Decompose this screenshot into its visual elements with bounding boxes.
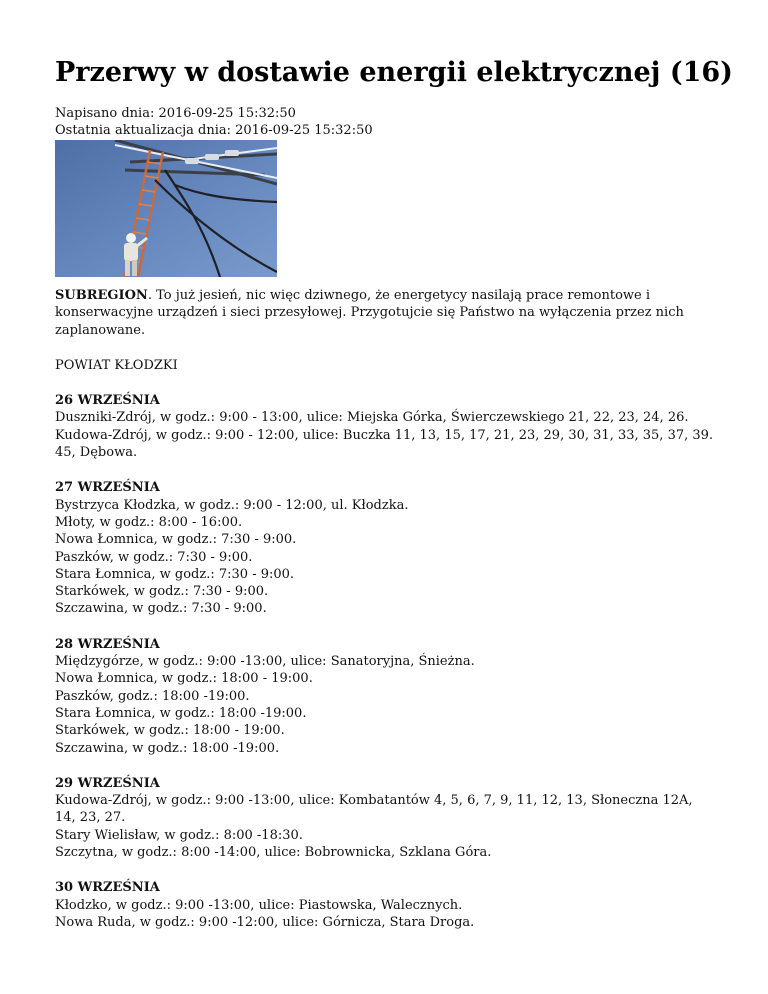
- outage-entry: Szczawina, w godz.: 18:00 -19:00.: [55, 740, 280, 756]
- outage-entry: Kudowa-Zdrój, w godz.: 9:00 - 12:00, ulice: Buczka 11, 13, 15, 17, 21, 23, 29, 30, 31, 33, 35, 37, 39. 45, Dębowa.: [55, 427, 714, 461]
- day-heading: 29 WRZEŚNIA: [55, 775, 160, 791]
- intro-lead: SUBREGION: [55, 288, 148, 303]
- schedule-day: [55, 879, 715, 931]
- day-heading: 27 WRZEŚNIA: [55, 480, 160, 496]
- published-date: Napisano dnia: 2016-09-25 15:32:50: [55, 106, 296, 121]
- article-meta: [55, 105, 715, 139]
- schedule-day: [55, 392, 715, 461]
- outage-schedule: [55, 392, 715, 931]
- outage-entry: Szczytna, w godz.: 8:00 -14:00, ulice: Bobrownicka, Szklana Góra.: [55, 845, 492, 861]
- outage-entry: Szczawina, w godz.: 7:30 - 9:00.: [55, 601, 267, 617]
- outage-entry: Nowa Łomnica, w godz.: 18:00 - 19:00.: [55, 671, 313, 687]
- outage-entry: Paszków, godz.: 18:00 -19:00.: [55, 688, 250, 704]
- intro-text: . To już jesień, nic więc dziwnego, że energetycy nasilają prace remontowe i konserwacyjne urządzeń i sieci przesyłowej. Przygotujcie się Państwo na wyłączenia przez nich zaplanowane.: [55, 288, 684, 338]
- outage-entry: Duszniki-Zdrój, w godz.: 9:00 - 13:00, ulice: Miejska Górka, Świerczewskiego 21, 22, 23, 24, 26.: [55, 410, 689, 426]
- article: [55, 55, 733, 931]
- schedule-day: [55, 775, 715, 861]
- day-heading: 30 WRZEŚNIA: [55, 880, 160, 896]
- outage-entry: Stara Łomnica, w godz.: 18:00 -19:00.: [55, 705, 307, 721]
- outage-entry: Starkówek, w godz.: 7:30 - 9:00.: [55, 584, 269, 600]
- outage-entry: Bystrzyca Kłodzka, w godz.: 9:00 - 12:00, ul. Kłodzka.: [55, 497, 409, 513]
- region-heading: POWIAT KŁODZKI: [55, 357, 178, 373]
- article-photo: [55, 140, 277, 277]
- outage-entry: Młoty, w godz.: 8:00 - 16:00.: [55, 514, 243, 530]
- schedule-day: [55, 479, 715, 617]
- outage-entry: Nowa Łomnica, w godz.: 7:30 - 9:00.: [55, 532, 297, 548]
- outage-entry: Starkówek, w godz.: 18:00 - 19:00.: [55, 723, 285, 739]
- outage-entry: Międzygórze, w godz.: 9:00 -13:00, ulice: Sanatoryjna, Śnieżna.: [55, 654, 475, 670]
- page-title: Przerwy w dostawie energii elektrycznej (16): [55, 57, 733, 88]
- outage-entry: Stara Łomnica, w godz.: 7:30 - 9:00.: [55, 566, 295, 582]
- outage-entry: Nowa Ruda, w godz.: 9:00 -12:00, ulice: Górnicza, Stara Droga.: [55, 914, 475, 930]
- outage-entry: Stary Wielisław, w godz.: 8:00 -18:30.: [55, 827, 303, 843]
- updated-date: Ostatnia aktualizacja dnia: 2016-09-25 15:32:50: [55, 123, 373, 138]
- outage-entry: Kłodzko, w godz.: 9:00 -13:00, ulice: Piastowska, Walecznych.: [55, 897, 463, 913]
- outage-entry: Paszków, w godz.: 7:30 - 9:00.: [55, 549, 253, 565]
- day-heading: 28 WRZEŚNIA: [55, 636, 160, 652]
- schedule-day: [55, 636, 715, 757]
- day-heading: 26 WRZEŚNIA: [55, 393, 160, 409]
- outage-entry: Kudowa-Zdrój, w godz.: 9:00 -13:00, ulice: Kombatantów 4, 5, 6, 7, 9, 11, 12, 13, Słoneczna 12A, 14, 23, 27.: [55, 793, 693, 826]
- intro-paragraph: [55, 287, 715, 339]
